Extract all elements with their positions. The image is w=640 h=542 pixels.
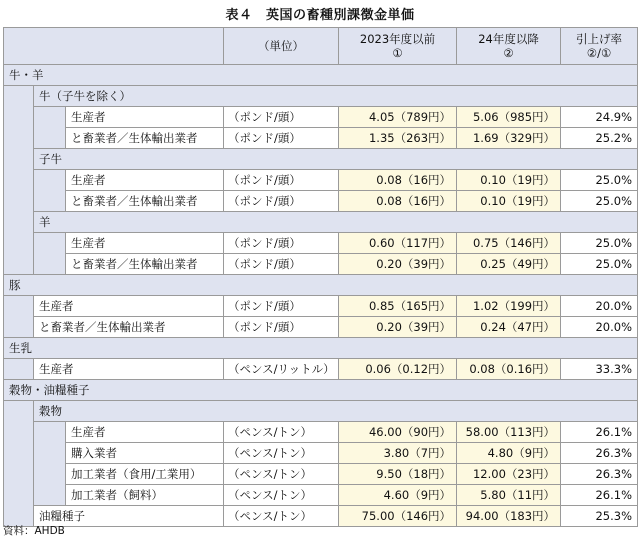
subsection-row <box>4 86 638 107</box>
value-2023: 0.20（39円） <box>339 317 457 338</box>
value-24: 0.08（0.16円） <box>457 359 561 380</box>
subsection-cattle: 牛（子牛を除く） <box>34 86 638 107</box>
row-unit: （ポンド/頭） <box>224 107 339 128</box>
section-row <box>4 65 638 86</box>
source-note: 資料：AHDB <box>3 525 65 537</box>
table-row <box>4 191 638 212</box>
row-label: 購入業者 <box>66 443 224 464</box>
value-24: 12.00（23円） <box>457 464 561 485</box>
header-unit: （単位） <box>224 28 339 65</box>
subsection-row <box>4 212 638 233</box>
value-rate: 26.3% <box>561 443 638 464</box>
section-row <box>4 275 638 296</box>
value-24: 1.02（199円） <box>457 296 561 317</box>
row-unit: （ペンス/トン） <box>224 506 339 527</box>
row-unit: （ポンド/頭） <box>224 170 339 191</box>
value-rate: 25.0% <box>561 191 638 212</box>
table-row <box>4 443 638 464</box>
value-2023: 0.08（16円） <box>339 191 457 212</box>
row-label: 生産者 <box>66 233 224 254</box>
row-label: 生産者 <box>34 296 224 317</box>
subsection-row <box>4 401 638 422</box>
value-2023: 0.06（0.12円） <box>339 359 457 380</box>
value-rate: 20.0% <box>561 296 638 317</box>
table-row <box>4 485 638 506</box>
row-label: 加工業者（飼料） <box>66 485 224 506</box>
table-row <box>4 128 638 149</box>
row-unit: （ポンド/頭） <box>224 191 339 212</box>
row-label: と畜業者／生体輸出業者 <box>34 317 224 338</box>
header-row <box>4 28 638 65</box>
header-rate: 引上げ率 ②/① <box>561 28 638 65</box>
table-row <box>4 170 638 191</box>
value-24: 0.25（49円） <box>457 254 561 275</box>
row-unit: （ポンド/頭） <box>224 296 339 317</box>
page-title: 表４ 英国の畜種別課徴金単価 <box>225 8 415 23</box>
value-rate: 26.1% <box>561 485 638 506</box>
table-row <box>4 107 638 128</box>
levy-table <box>3 27 638 527</box>
value-rate: 25.0% <box>561 233 638 254</box>
row-label: 加工業者（食用/工業用） <box>66 464 224 485</box>
row-unit: （ペンス/トン） <box>224 464 339 485</box>
value-2023: 0.85（165円） <box>339 296 457 317</box>
row-unit: （ペンス/トン） <box>224 485 339 506</box>
value-24: 94.00（183円） <box>457 506 561 527</box>
subsection-sheep: 羊 <box>34 212 638 233</box>
value-24: 4.80（9円） <box>457 443 561 464</box>
value-24: 1.69（329円） <box>457 128 561 149</box>
value-rate: 26.3% <box>561 464 638 485</box>
value-24: 0.10（19円） <box>457 191 561 212</box>
value-2023: 46.00（90円） <box>339 422 457 443</box>
row-label: 生産者 <box>66 422 224 443</box>
value-24: 0.10（19円） <box>457 170 561 191</box>
value-2023: 75.00（146円） <box>339 506 457 527</box>
value-2023: 4.60（9円） <box>339 485 457 506</box>
row-unit: （ポンド/頭） <box>224 233 339 254</box>
value-24: 5.06（985円） <box>457 107 561 128</box>
row-label: 生産者 <box>66 170 224 191</box>
row-label: 生産者 <box>34 359 224 380</box>
row-unit: （ペンス/リットル） <box>224 359 339 380</box>
value-2023: 1.35（263円） <box>339 128 457 149</box>
value-24: 58.00（113円） <box>457 422 561 443</box>
value-rate: 24.9% <box>561 107 638 128</box>
header-2023: 2023年度以前 ① <box>339 28 457 65</box>
row-unit: （ポンド/頭） <box>224 317 339 338</box>
subsection-calf: 子牛 <box>34 149 638 170</box>
value-rate: 33.3% <box>561 359 638 380</box>
value-rate: 25.0% <box>561 170 638 191</box>
value-rate: 26.1% <box>561 422 638 443</box>
subsection-row <box>4 149 638 170</box>
row-label: 生産者 <box>66 107 224 128</box>
table-row <box>4 359 638 380</box>
value-2023: 0.20（39円） <box>339 254 457 275</box>
section-milk: 生乳 <box>4 338 638 359</box>
section-row <box>4 380 638 401</box>
section-row <box>4 338 638 359</box>
table-row <box>4 296 638 317</box>
table-row <box>4 233 638 254</box>
table-row <box>4 464 638 485</box>
row-label: と畜業者／生体輸出業者 <box>66 191 224 212</box>
subsection-grain: 穀物 <box>34 401 638 422</box>
value-2023: 0.08（16円） <box>339 170 457 191</box>
value-rate: 20.0% <box>561 317 638 338</box>
row-unit: （ポンド/頭） <box>224 128 339 149</box>
row-unit: （ペンス/トン） <box>224 422 339 443</box>
value-24: 0.24（47円） <box>457 317 561 338</box>
header-24: 24年度以降 ② <box>457 28 561 65</box>
section-cattle-sheep: 牛・羊 <box>4 65 638 86</box>
section-pig: 豚 <box>4 275 638 296</box>
value-24: 0.75（146円） <box>457 233 561 254</box>
value-rate: 25.2% <box>561 128 638 149</box>
value-2023: 0.60（117円） <box>339 233 457 254</box>
row-label: と畜業者／生体輸出業者 <box>66 254 224 275</box>
row-label: 油糧種子 <box>34 506 224 527</box>
value-rate: 25.3% <box>561 506 638 527</box>
table-row <box>4 506 638 527</box>
row-unit: （ポンド/頭） <box>224 254 339 275</box>
table-row <box>4 317 638 338</box>
header-blank <box>4 28 224 65</box>
row-label: と畜業者／生体輸出業者 <box>66 128 224 149</box>
value-2023: 9.50（18円） <box>339 464 457 485</box>
section-grain-oilseed: 穀物・油糧種子 <box>4 380 638 401</box>
value-2023: 3.80（7円） <box>339 443 457 464</box>
table-row <box>4 254 638 275</box>
value-24: 5.80（11円） <box>457 485 561 506</box>
value-rate: 25.0% <box>561 254 638 275</box>
value-2023: 4.05（789円） <box>339 107 457 128</box>
row-unit: （ペンス/トン） <box>224 443 339 464</box>
table-container <box>3 27 637 527</box>
table-row <box>4 422 638 443</box>
